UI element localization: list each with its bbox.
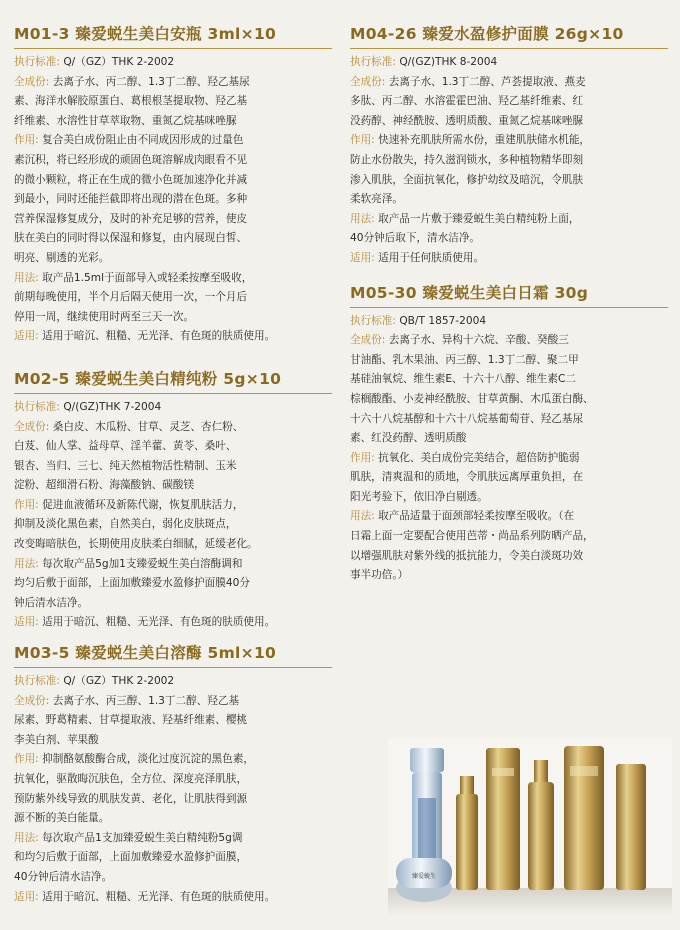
ingredients-line: 去离子水、丙三醇、1.3丁二醇、羟乙基: [52, 694, 240, 707]
usage-line: 日霜上面一定要配合使用芭蒂・尚品系列防晒产品，: [350, 530, 594, 543]
standard-label: 执行标准:: [14, 56, 60, 68]
product-title: M05-30 臻爱蜕生美白日霜 30g: [350, 281, 668, 308]
ingredients-label: 全成份:: [14, 420, 50, 433]
cream-jar: [396, 858, 452, 902]
product-m04: [350, 22, 668, 269]
product-title: M04-26 臻爱水盈修护面膜 26g×10: [350, 22, 668, 49]
suitable-text: 适用于暗沉、粗糙、无光泽、有色斑的肤质使用。: [42, 890, 276, 903]
standard-value: Q/（GZ）THK 2-2002: [63, 675, 175, 688]
usage-line: 以增强肌肤对紫外线的抵抗能力，令美白淡斑功效: [350, 549, 584, 562]
ingredients-line: 基硅油氧烷、维生素E、十六十八醇、维生素C二: [350, 373, 576, 386]
suitable-text: 适用于暗沉、粗糙、无光泽、有色斑的肤质使用。: [42, 330, 276, 343]
ingredients-line: 银杏、当归、三七、纯天然植物活性精制、玉米: [14, 459, 237, 472]
usage-line: 每次取产品1支加臻爱蜕生美白精纯粉5g调: [42, 831, 243, 844]
usage-line: 前期每晚使用，半个月后隔天使用一次，一个月后: [14, 291, 248, 304]
usage-label: 用法:: [350, 212, 375, 225]
gold-bottle-5: [616, 764, 646, 890]
standard-value: Q/(GZ)THK 7-2004: [63, 400, 162, 413]
product-title: M01-3 臻爱蜕生美白安瓶 3ml×10: [14, 22, 332, 49]
effect-line: 促进血液循环及新陈代谢，恢复肌肤活力，: [42, 498, 244, 511]
usage-line: 40分钟后清水洁净。: [14, 870, 113, 883]
effect-line: 复合美白成份阻止由不同成因形成的过量色: [42, 134, 244, 147]
standard-value: QB/T 1857-2004: [399, 314, 487, 327]
gold-bottle-2: [486, 748, 520, 890]
product-title: M03-5 臻爱蜕生美白溶酶 5ml×10: [14, 641, 332, 668]
standard-value: Q/（GZ）THK 2-2002: [63, 56, 175, 68]
ingredients-line: 桑白皮、木瓜粉、甘草、灵芝、杏仁粉、: [52, 420, 244, 433]
suitable-label: 适用:: [350, 251, 375, 264]
effect-line: 预防紫外线导致的肌肤发黄、老化，让肌肤得到源: [14, 792, 248, 805]
standard-label: 执行标准:: [350, 56, 396, 68]
usage-line: 取产品一片敷于臻爱蜕生美白精纯粉上面，: [378, 212, 580, 225]
ingredients-line: 白芨、仙人掌、益母草、淫羊藿、黄苓、桑叶、: [14, 440, 237, 453]
effect-line: 明亮、剔透的光彩。: [14, 251, 110, 264]
ingredients-line: 素、红没药醇、透明质酸: [350, 432, 467, 445]
effect-line: 柔软亮泽。: [350, 193, 403, 206]
usage-line: 钟后清水洁净。: [14, 596, 89, 609]
usage-label: 用法:: [14, 831, 39, 844]
effect-line: 快速补充肌肤所需水份，重建肌肤储水机能，: [378, 134, 591, 147]
ingredients-label: 全成份:: [14, 694, 50, 707]
product-m02: [14, 367, 332, 633]
standard-value: Q/(GZ)THK 8-2004: [399, 56, 498, 68]
usage-label: 用法:: [350, 510, 375, 523]
right-column: [350, 0, 668, 582]
product-photo: [388, 738, 672, 916]
effect-label: 作用:: [14, 134, 39, 147]
ingredients-line: 淀粉、超细滑石粉、海藻酸钠、碳酸镁: [14, 479, 195, 492]
jar-label: 臻爱蜕生: [411, 873, 437, 880]
product-m01: [14, 22, 332, 347]
effect-line: 阳光考验下，依旧净白剔透。: [350, 490, 488, 503]
suitable-label: 适用:: [14, 616, 39, 629]
product-m03: [14, 641, 332, 907]
suitable-text: 适用于任何肤质使用。: [378, 251, 485, 264]
gold-bottle-4: [564, 746, 604, 890]
ingredients-line: 没药醇、神经酰胺、透明质酸、重氮乙烷基咪唑脲: [350, 114, 584, 127]
ingredients-line: 去离子水、1.3丁二醇、芦荟提取液、燕麦: [388, 75, 586, 88]
effect-line: 防止水份散失，持久滋润锁水，多种植物精华即刻: [350, 153, 584, 166]
effect-line: 肤在美白的同时得以保湿和修复，由内展现白皙、: [14, 232, 248, 245]
effect-line: 素沉积，将已经形成的顽固色斑溶解成肉眼看不见: [14, 153, 248, 166]
effect-line: 抑制及淡化黑色素，自然美白，弱化皮肤斑点，: [14, 518, 237, 531]
usage-label: 用法:: [14, 271, 39, 284]
ingredients-line: 李美白剂、苹果酸: [14, 733, 99, 746]
ingredients-line: 纤维素、水溶性甘草萃取物、重氮乙烷基咪唑脲: [14, 114, 237, 127]
effect-label: 作用:: [14, 498, 39, 511]
standard-label: 执行标准:: [14, 400, 60, 413]
usage-label: 用法:: [14, 557, 39, 570]
effect-line: 抗氧化、美白成份完美结合，超倍防护脆弱: [378, 451, 580, 464]
ingredients-line: 棕榈酸酯、小麦神经酰胺、甘草黄酮、木瓜蛋白酶、: [350, 392, 594, 405]
usage-line: 事半功倍。）: [350, 569, 409, 582]
effect-line: 抑制酪氨酸酶合成，淡化过度沉淀的黑色素，: [42, 753, 255, 766]
effect-line: 源不断的美白能量。: [14, 812, 110, 825]
effect-line: 渗入肌肤，全面抗氧化，修护幼纹及暗沉，令肌肤: [350, 173, 584, 186]
ingredients-line: 多肽、丙二醇、水溶霍霍巴油、羟乙基纤维素、红: [350, 95, 584, 108]
effect-label: 作用:: [350, 451, 375, 464]
usage-line: 取产品适量于面颈部轻柔按摩至吸收。（在: [378, 510, 575, 523]
usage-line: 均匀后敷于面部，上面加敷臻爱水盈修护面膜40分: [14, 577, 250, 590]
suitable-label: 适用:: [14, 890, 39, 903]
effect-line: 的微小颗粒，将正在生成的微小色斑加速净化并减: [14, 173, 248, 186]
ingredients-line: 十六十八烷基醇和十六十八烷基葡萄苷、羟乙基尿: [350, 412, 584, 425]
effect-line: 到最小，同时还能拦截即将出现的潜在色斑。多种: [14, 193, 248, 206]
effect-line: 营养保湿修复成分，及时的补充足够的营养，使皮: [14, 212, 248, 225]
ingredients-line: 素、海洋水解胶原蛋白、葛根根茎提取物、羟乙基: [14, 95, 248, 108]
ingredients-label: 全成份:: [350, 75, 386, 88]
usage-line: 和均匀后敷于面部，上面加敷臻爱水盈修护面膜，: [14, 851, 248, 864]
usage-line: 40分钟后取下，清水洁净。: [350, 232, 481, 245]
ingredients-line: 去离子水、异构十六烷、辛酸、癸酸三: [388, 334, 569, 347]
standard-label: 执行标准:: [14, 675, 60, 688]
usage-line: 每次取产品5g加1支臻爱蜕生美白溶酶调和: [42, 557, 243, 570]
effect-line: 肌肤，清爽温和的质地，令肌肤远离厚重负担，在: [350, 471, 584, 484]
usage-line: 停用一周，继续使用时两至三天一次。: [14, 310, 195, 323]
ingredients-line: 去离子水、丙二醇、1.3丁二醇、羟乙基尿: [52, 75, 250, 88]
left-column: [14, 0, 332, 903]
suitable-text: 适用于暗沉、粗糙、无光泽、有色斑的肤质使用。: [42, 616, 276, 629]
product-title: M02-5 臻爱蜕生美白精纯粉 5g×10: [14, 367, 332, 394]
ingredients-label: 全成份:: [14, 75, 50, 88]
effect-label: 作用:: [350, 134, 375, 147]
effect-line: 改变晦暗肤色，长期使用皮肤柔白细腻，延缓老化。: [14, 538, 258, 551]
effect-label: 作用:: [14, 753, 39, 766]
usage-line: 取产品1.5ml于面部导入或轻柔按摩至吸收，: [42, 271, 253, 284]
product-m05: [350, 281, 668, 586]
effect-line: 抗氧化，驱散晦沉肤色，全方位、深度亮泽肌肤，: [14, 773, 248, 785]
suitable-label: 适用:: [14, 330, 39, 343]
ingredients-line: 甘油酯、乳木果油、丙三醇、1.3丁二醇、聚二甲: [350, 353, 579, 366]
ingredients-label: 全成份:: [350, 334, 386, 347]
ingredients-line: 尿素、野葛精素、甘草提取液、羟基纤维素、樱桃: [14, 714, 248, 727]
standard-label: 执行标准:: [350, 314, 396, 327]
